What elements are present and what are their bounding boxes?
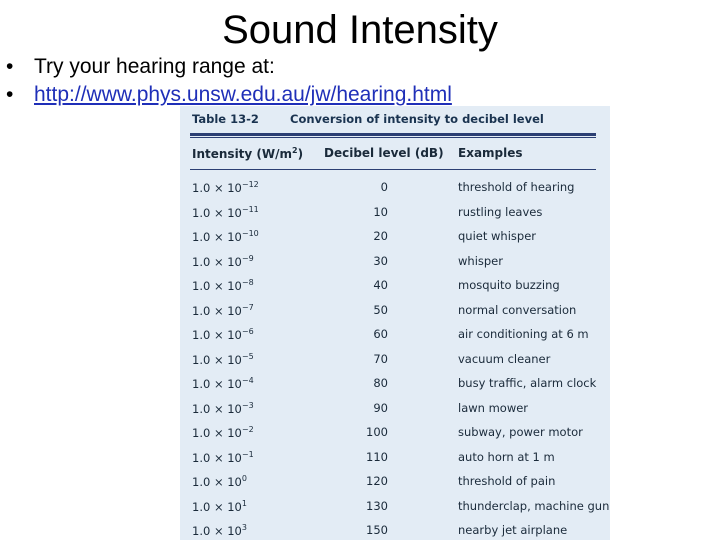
- intensity-exponent: −11: [241, 204, 259, 214]
- example-cell: threshold of hearing: [458, 180, 575, 194]
- intensity-exponent: 3: [241, 523, 247, 532]
- intensity-exponent: 1: [241, 498, 247, 508]
- table-top-rule-thin: [190, 137, 596, 138]
- decibel-table: [180, 106, 610, 540]
- intensity-cell: $1.0 \times 10^{-2}$: [192, 425, 254, 440]
- intensity-cell: $1.0 \times 10^{-9}$: [192, 253, 254, 269]
- table-row: [180, 323, 610, 348]
- decibel-cell: 50: [373, 302, 388, 317]
- intensity-exponent: −3: [241, 400, 254, 410]
- decibel-cell: 30: [373, 253, 388, 268]
- decibel-cell: 130: [366, 498, 388, 513]
- example-cell: auto horn at 1 m: [458, 449, 555, 464]
- example-cell: whisper: [458, 253, 503, 268]
- intensity-exponent: −12: [241, 180, 259, 189]
- header-decibel: Decibel level (dB): [324, 146, 444, 160]
- example-cell: quiet whisper: [458, 229, 537, 243]
- table-number: Table 13-2: [192, 112, 259, 126]
- example-cell: thunderclap, machine gun: [458, 498, 610, 513]
- decibel-cell: 70: [373, 351, 388, 366]
- bullet-item: [6, 81, 452, 109]
- decibel-cell: 60: [373, 327, 388, 341]
- example-cell: vacuum cleaner: [458, 351, 551, 366]
- table-body: [180, 176, 610, 540]
- example-cell: busy traffic, alarm clock: [458, 376, 597, 390]
- decibel-cell: 20: [373, 229, 388, 243]
- table-row: [180, 201, 610, 226]
- decibel-cell: 80: [373, 376, 388, 390]
- intensity-exponent: −10: [241, 229, 259, 238]
- table-row: [180, 225, 610, 250]
- table-row: [180, 470, 610, 495]
- intensity-cell: $1.0 \times 10^{-5}$: [192, 351, 254, 367]
- intensity-exponent: −1: [241, 449, 254, 459]
- intensity-cell: $1.0 \times 10^{-1}$: [192, 449, 254, 465]
- intensity-cell: $1.0 \times 10^0$: [192, 474, 247, 489]
- intensity-cell: $1.0 \times 10^{-12}$: [192, 180, 259, 195]
- table-row: [180, 397, 610, 422]
- header-intensity: Intensity $(W/m^2)$: [192, 146, 304, 161]
- decibel-cell: 90: [373, 400, 388, 415]
- hearing-test-link[interactable]: http://www.phys.unsw.edu.au/jw/hearing.html: [34, 83, 452, 106]
- intensity-cell: $1.0 \times 10^{-4}$: [192, 376, 254, 391]
- table-row: [180, 250, 610, 275]
- decibel-cell: 10: [373, 204, 388, 219]
- slide-title: Sound Intensity: [222, 8, 498, 52]
- intensity-exponent: −7: [241, 302, 254, 312]
- table-top-rule: [190, 133, 596, 136]
- table-row: [180, 495, 610, 520]
- intensity-exponent: −6: [241, 327, 254, 336]
- table-caption: [192, 112, 544, 132]
- intensity-exponent: −4: [241, 376, 254, 385]
- intensity-exponent: −2: [241, 425, 254, 434]
- table-row: [180, 348, 610, 373]
- decibel-cell: 0: [380, 180, 388, 194]
- decibel-cell: 100: [366, 425, 388, 439]
- intensity-exponent: −9: [241, 253, 254, 263]
- table-row: [180, 274, 610, 299]
- table-row: [180, 176, 610, 201]
- example-cell: normal conversation: [458, 302, 577, 317]
- example-cell: subway, power motor: [458, 425, 583, 439]
- table-row: [180, 446, 610, 471]
- example-cell: mosquito buzzing: [458, 278, 560, 292]
- example-cell: threshold of pain: [458, 474, 556, 488]
- example-cell: air conditioning at 6 m: [458, 327, 589, 341]
- intensity-exponent: −5: [241, 351, 254, 361]
- header-examples: Examples: [458, 146, 523, 160]
- intensity-cell: $1.0 \times 10^{-10}$: [192, 229, 259, 244]
- intensity-cell: $1.0 \times 10^{-3}$: [192, 400, 254, 416]
- decibel-cell: 120: [366, 474, 388, 488]
- table-row: [180, 421, 610, 446]
- example-cell: rustling leaves: [458, 204, 543, 219]
- bullet-item: [6, 53, 452, 81]
- bullet-list: [6, 53, 452, 109]
- intensity-cell: $1.0 \times 10^{-11}$: [192, 204, 259, 220]
- decibel-cell: 150: [366, 523, 388, 537]
- intensity-cell: $1.0 \times 10^{-8}$: [192, 278, 254, 293]
- intensity-cell: $1.0 \times 10^{-6}$: [192, 327, 254, 342]
- table-header-rule: [190, 169, 596, 170]
- example-cell: nearby jet airplane: [458, 523, 568, 537]
- intensity-exponent: −8: [241, 278, 254, 287]
- decibel-cell: 40: [373, 278, 388, 292]
- table-row: [180, 299, 610, 324]
- decibel-cell: 110: [366, 449, 388, 464]
- intensity-exponent: 0: [241, 474, 247, 483]
- intensity-cell: $1.0 \times 10^1$: [192, 498, 247, 514]
- intensity-cell: $1.0 \times 10^{-7}$: [192, 302, 254, 318]
- table-row: [180, 372, 610, 397]
- example-cell: lawn mower: [458, 400, 529, 415]
- intensity-cell: $1.0 \times 10^3$: [192, 523, 247, 538]
- table-row: [180, 519, 610, 540]
- table-caption-text: Conversion of intensity to decibel level: [290, 112, 544, 126]
- bullet-text: Try your hearing range at:: [34, 55, 275, 78]
- table-header-row: [192, 146, 596, 166]
- bullet-marker: •: [6, 83, 14, 106]
- bullet-marker: •: [6, 55, 14, 78]
